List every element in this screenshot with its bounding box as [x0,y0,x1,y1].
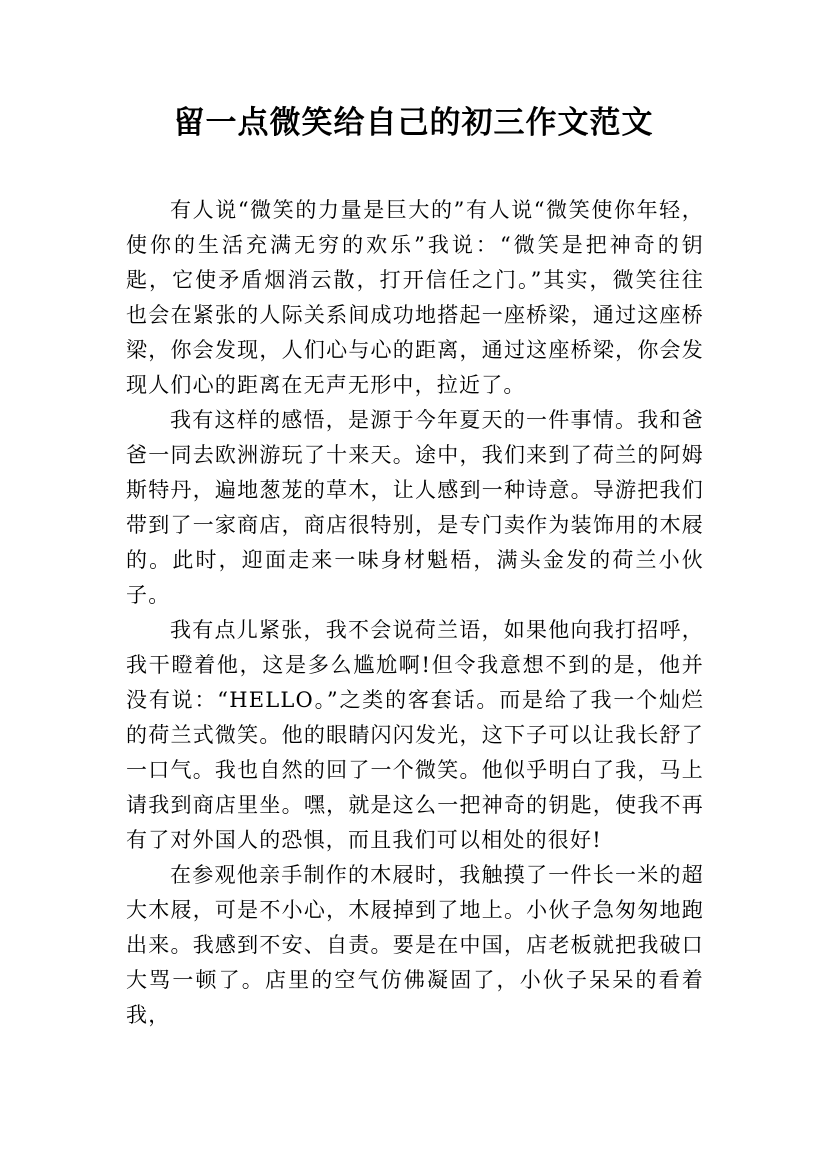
document-body [126,193,704,1033]
document-title: 留一点微笑给自己的初三作文范文 [173,105,654,141]
paragraph-3: 我有点儿紧张，我不会说荷兰语，如果他向我打招呼，我干瞪着他，这是多么尴尬啊!但令我意想不到的是，他并没有说：“HELLO。”之类的客套话。而是给了我一个灿烂的荷兰式微笑。他的眼睛闪闪发光，这下子可以让我长舒了一口气。我也自然的回了一个微笑。他似乎明白了我，马上请我到商店里坐。嘿，就是这么一把神奇的钥匙，使我不再有了对外国人的恐惧，而且我们可以相处的很好! [126,618,704,852]
paragraph-1: 有人说“微笑的力量是巨大的”有人说“微笑使你年轻，使你的生活充满无穷的欢乐”我说：“微笑是把神奇的钥匙，它使矛盾烟消云散，打开信任之门。”其实，微笑往往也会在紧张的人际关系间成功地搭起一座桥梁，通过这座桥梁，你会发现，人们心与心的距离，通过这座桥梁，你会发现人们心的距离在无声无形中，拉近了。 [126,198,704,397]
paragraph-4: 在参观他亲手制作的木屐时，我触摸了一件长一米的超大木屐，可是不小心，木屐掉到了地上。小伙子急匆匆地跑出来。我感到不安、自责。要是在中国，店老板就把我破口大骂一顿了。店里的空气仿佛凝固了，小伙子呆呆的看着我， [126,863,704,1027]
paragraph-2: 我有这样的感悟，是源于今年夏天的一件事情。我和爸爸一同去欧洲游玩了十来天。途中，我们来到了荷兰的阿姆斯特丹，遍地葱茏的草木，让人感到一种诗意。导游把我们带到了一家商店，商店很特别，是专门卖作为装饰用的木屐的。此时，迎面走来一味身材魁梧，满头金发的荷兰小伙子。 [126,408,704,607]
